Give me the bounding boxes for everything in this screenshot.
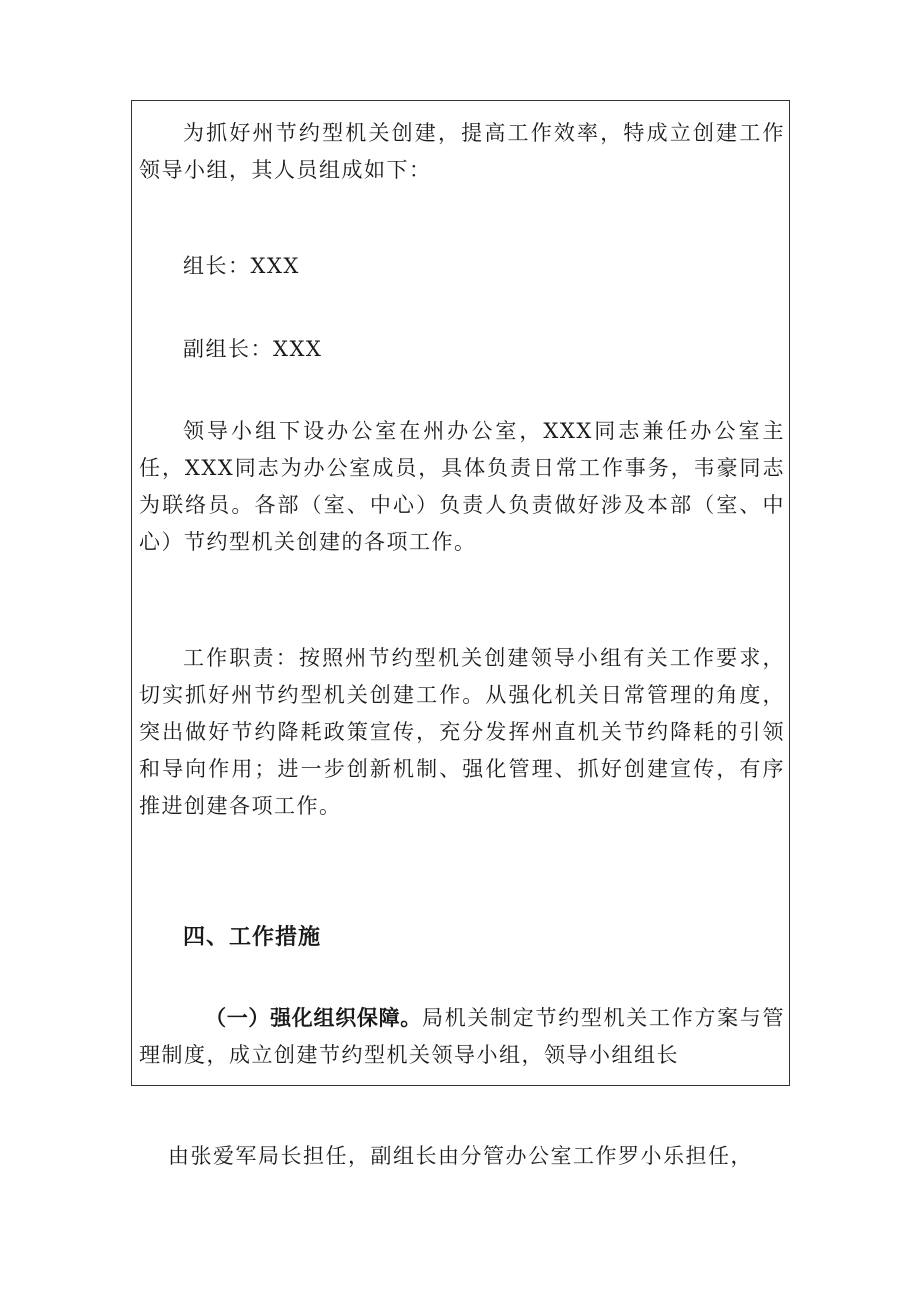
- measure-one-text: 局机关制定节约型机关工作方案与管理制度，成立创建节约型机关领导小组，领导小组组长: [139, 1006, 785, 1067]
- duties-paragraph: 工作职责：按照州节约型机关创建领导小组有关工作要求，切实抓好州节约型机关创建工作。从强化机关日常管理的角度，突出做好节约降耗政策宣传，充分发挥州直机关节约降耗的引领和导向作用；进一步创新机制、强化管理、抓好创建宣传，有序推进创建各项工作。: [139, 646, 785, 818]
- intro-paragraph: 为抓好州节约型机关创建，提高工作效率，特成立创建工作领导小组，其人员组成如下：: [139, 121, 785, 182]
- office-paragraph: 领导小组下设办公室在州办公室，XXX同志兼任办公室主任，XXX同志为办公室成员，具体负责日常工作事务，韦豪同志为联络员。各部（室、中心）负责人负责做好涉及本部（室、中心）节约型机关创建的各项工作。: [139, 419, 785, 554]
- leader-line: 组长：XXX: [183, 254, 300, 278]
- continuation-line: 由张爱军局长担任，副组长由分管办公室工作罗小乐担任，: [168, 1144, 753, 1168]
- measure-one-paragraph: [139, 1000, 785, 1074]
- deputy-leader-line: 副组长：XXX: [183, 337, 323, 361]
- section-heading: 四、工作措施: [183, 925, 322, 950]
- measure-one-lead: （一）强化组织保障。: [205, 1006, 422, 1030]
